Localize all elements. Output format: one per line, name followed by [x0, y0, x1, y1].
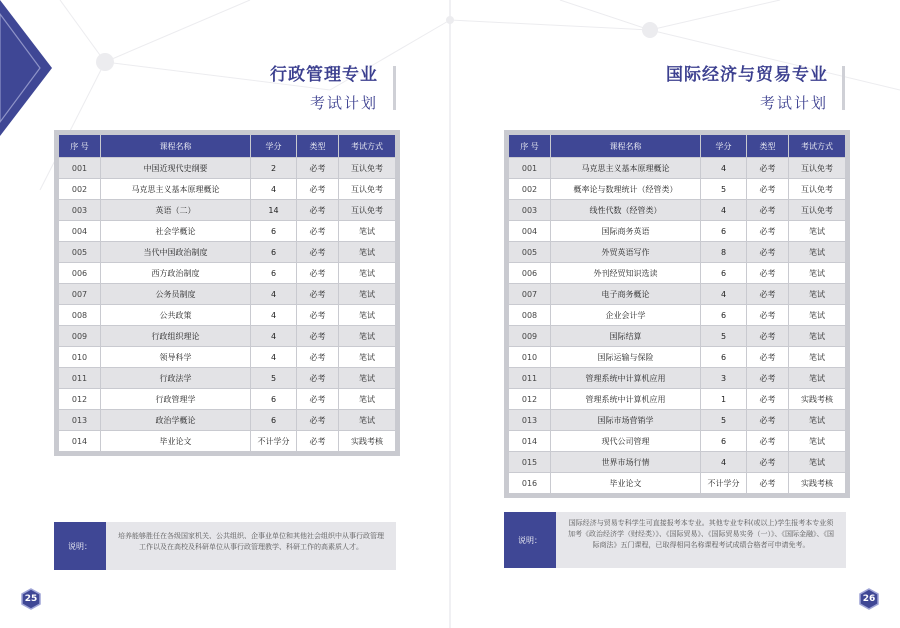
course-number: 004	[509, 221, 551, 242]
corner-triangle	[0, 0, 52, 136]
exam-method: 笔试	[789, 431, 846, 452]
exam-method: 笔试	[789, 410, 846, 431]
course-credit: 4	[701, 158, 747, 179]
course-number: 006	[509, 263, 551, 284]
course-type: 必考	[297, 200, 339, 221]
course-number: 008	[509, 305, 551, 326]
left-note-label: 说明：	[54, 522, 106, 570]
right-title-bar	[842, 66, 845, 110]
exam-method: 笔试	[789, 347, 846, 368]
course-name: 当代中国政治制度	[101, 242, 251, 263]
course-name: 线性代数（经管类）	[551, 200, 701, 221]
left-exam-table	[58, 134, 396, 452]
course-name: 毕业论文	[101, 431, 251, 452]
table-row	[59, 221, 396, 242]
course-type: 必考	[297, 389, 339, 410]
course-number: 002	[509, 179, 551, 200]
course-type: 必考	[747, 326, 789, 347]
course-number: 004	[59, 221, 101, 242]
table-row	[509, 179, 846, 200]
course-number: 003	[509, 200, 551, 221]
course-credit: 6	[701, 347, 747, 368]
course-name: 行政组织理论	[101, 326, 251, 347]
course-name: 政治学概论	[101, 410, 251, 431]
exam-method: 笔试	[789, 326, 846, 347]
course-name: 领导科学	[101, 347, 251, 368]
course-name: 概率论与数理统计（经管类）	[551, 179, 701, 200]
left-title-main: 行政管理专业	[270, 65, 378, 85]
table-row	[509, 347, 846, 368]
course-type: 必考	[747, 452, 789, 473]
course-credit: 3	[701, 368, 747, 389]
course-credit: 2	[251, 158, 297, 179]
course-type: 必考	[297, 179, 339, 200]
course-number: 001	[509, 158, 551, 179]
course-number: 014	[59, 431, 101, 452]
course-credit: 6	[251, 263, 297, 284]
table-row	[59, 284, 396, 305]
course-credit: 6	[251, 389, 297, 410]
course-name: 西方政治制度	[101, 263, 251, 284]
table-row	[59, 431, 396, 452]
exam-method: 互认免考	[339, 179, 396, 200]
column-header: 序 号	[59, 135, 101, 158]
course-number: 012	[509, 389, 551, 410]
course-number: 005	[509, 242, 551, 263]
course-type: 必考	[297, 242, 339, 263]
course-name: 马克思主义基本原理概论	[551, 158, 701, 179]
table-row	[509, 305, 846, 326]
course-name: 国际市场营销学	[551, 410, 701, 431]
course-name: 行政管理学	[101, 389, 251, 410]
table-row	[59, 368, 396, 389]
course-type: 必考	[747, 221, 789, 242]
exam-method: 笔试	[339, 368, 396, 389]
course-type: 必考	[297, 305, 339, 326]
left-title	[270, 64, 378, 114]
course-credit: 4	[251, 347, 297, 368]
course-name: 中国近现代史纲要	[101, 158, 251, 179]
course-number: 015	[509, 452, 551, 473]
column-header: 学分	[251, 135, 297, 158]
right-title-main: 国际经济与贸易专业	[666, 65, 828, 85]
course-name: 国际运输与保险	[551, 347, 701, 368]
course-name: 外贸英语写作	[551, 242, 701, 263]
course-number: 013	[59, 410, 101, 431]
course-number: 003	[59, 200, 101, 221]
course-credit: 4	[251, 305, 297, 326]
column-header: 类型	[747, 135, 789, 158]
course-number: 008	[59, 305, 101, 326]
left-title-bar	[393, 66, 396, 110]
course-number: 001	[59, 158, 101, 179]
course-credit: 不计学分	[701, 473, 747, 494]
course-number: 006	[59, 263, 101, 284]
course-name: 国际商务英语	[551, 221, 701, 242]
table-row	[59, 242, 396, 263]
course-type: 必考	[747, 347, 789, 368]
exam-method: 笔试	[339, 347, 396, 368]
left-note	[54, 522, 396, 570]
course-credit: 5	[701, 410, 747, 431]
course-credit: 不计学分	[251, 431, 297, 452]
table-row	[509, 368, 846, 389]
course-type: 必考	[747, 284, 789, 305]
exam-method: 笔试	[339, 284, 396, 305]
exam-method: 互认免考	[789, 200, 846, 221]
course-credit: 4	[701, 452, 747, 473]
course-number: 011	[59, 368, 101, 389]
course-type: 必考	[747, 263, 789, 284]
left-note-text: 培养能够胜任在各级国家机关、公共组织、企事业单位和其他社会组织中从事行政管理工作以及在高校及科研单位从事行政管理教学、科研工作的高素质人才。	[118, 532, 384, 551]
course-type: 必考	[747, 200, 789, 221]
course-type: 必考	[297, 410, 339, 431]
table-row	[509, 389, 846, 410]
course-name: 英语（二）	[101, 200, 251, 221]
course-name: 管理系统中计算机应用	[551, 389, 701, 410]
exam-method: 笔试	[339, 389, 396, 410]
course-number: 005	[59, 242, 101, 263]
course-number: 010	[59, 347, 101, 368]
table-row	[509, 452, 846, 473]
exam-method: 笔试	[789, 305, 846, 326]
course-type: 必考	[747, 158, 789, 179]
course-number: 011	[509, 368, 551, 389]
course-name: 国际结算	[551, 326, 701, 347]
course-number: 009	[59, 326, 101, 347]
table-row	[59, 158, 396, 179]
column-header: 考试方式	[339, 135, 396, 158]
table-row	[509, 284, 846, 305]
exam-method: 互认免考	[789, 158, 846, 179]
column-header: 课程名称	[101, 135, 251, 158]
course-credit: 4	[701, 284, 747, 305]
course-credit: 6	[251, 242, 297, 263]
column-header: 学分	[701, 135, 747, 158]
exam-method: 笔试	[339, 326, 396, 347]
exam-method: 笔试	[339, 410, 396, 431]
exam-method: 互认免考	[339, 200, 396, 221]
exam-method: 实践考核	[789, 473, 846, 494]
table-row	[59, 410, 396, 431]
course-credit: 5	[701, 179, 747, 200]
course-name: 现代公司管理	[551, 431, 701, 452]
table-row	[509, 410, 846, 431]
course-name: 马克思主义基本原理概论	[101, 179, 251, 200]
course-credit: 8	[701, 242, 747, 263]
course-number: 012	[59, 389, 101, 410]
course-number: 002	[59, 179, 101, 200]
right-note-label: 说明：	[504, 512, 556, 568]
course-credit: 4	[251, 179, 297, 200]
course-type: 必考	[747, 179, 789, 200]
course-number: 014	[509, 431, 551, 452]
course-credit: 6	[251, 410, 297, 431]
course-name: 企业会计学	[551, 305, 701, 326]
column-header: 类型	[297, 135, 339, 158]
course-name: 外刊经贸知识选读	[551, 263, 701, 284]
deco-dot	[642, 22, 658, 38]
exam-method: 笔试	[789, 368, 846, 389]
exam-method: 笔试	[339, 305, 396, 326]
course-credit: 6	[701, 305, 747, 326]
table-row	[509, 158, 846, 179]
course-credit: 6	[251, 221, 297, 242]
course-type: 必考	[297, 431, 339, 452]
course-credit: 4	[251, 284, 297, 305]
exam-method: 实践考核	[789, 389, 846, 410]
course-credit: 6	[701, 431, 747, 452]
course-type: 必考	[747, 431, 789, 452]
course-credit: 4	[701, 200, 747, 221]
table-row	[509, 431, 846, 452]
course-number: 007	[59, 284, 101, 305]
course-credit: 14	[251, 200, 297, 221]
corner-triangle-outline	[0, 14, 40, 122]
exam-method: 笔试	[339, 242, 396, 263]
course-type: 必考	[747, 389, 789, 410]
left-page-number-text: 25	[24, 594, 38, 604]
exam-method: 互认免考	[339, 158, 396, 179]
table-row	[509, 221, 846, 242]
course-type: 必考	[747, 410, 789, 431]
left-page-number	[20, 588, 42, 610]
exam-method: 笔试	[789, 284, 846, 305]
table-row	[59, 305, 396, 326]
course-number: 007	[509, 284, 551, 305]
course-credit: 5	[701, 326, 747, 347]
table-row	[59, 326, 396, 347]
course-type: 必考	[297, 368, 339, 389]
left-exam-table-frame	[54, 130, 400, 456]
course-credit: 5	[251, 368, 297, 389]
course-type: 必考	[747, 473, 789, 494]
course-number: 016	[509, 473, 551, 494]
course-type: 必考	[297, 284, 339, 305]
course-credit: 4	[251, 326, 297, 347]
course-type: 必考	[297, 221, 339, 242]
exam-method: 笔试	[789, 263, 846, 284]
right-exam-table-frame	[504, 130, 850, 498]
table-header-row	[59, 135, 396, 158]
course-name: 公共政策	[101, 305, 251, 326]
right-note-text: 国际经济与贸易专科学生可直接报考本专业。其他专业专科(或以上)学生报考本专业须加考《政治经济学（财经类）》、《国际贸易》、《国际贸易实务（一）》、《国际金融》、《国际商法》五门课程，已取得相同名称课程考试成绩合格者可申请免考。	[568, 519, 834, 549]
course-type: 必考	[747, 242, 789, 263]
exam-method: 笔试	[789, 221, 846, 242]
course-type: 必考	[297, 326, 339, 347]
column-header: 序 号	[509, 135, 551, 158]
course-type: 必考	[297, 347, 339, 368]
table-row	[59, 263, 396, 284]
table-row	[59, 347, 396, 368]
exam-method: 笔试	[789, 452, 846, 473]
table-row	[509, 200, 846, 221]
right-title	[666, 64, 828, 114]
table-row	[509, 326, 846, 347]
course-type: 必考	[297, 263, 339, 284]
course-credit: 6	[701, 221, 747, 242]
table-row	[509, 263, 846, 284]
course-name: 行政法学	[101, 368, 251, 389]
exam-method: 笔试	[339, 221, 396, 242]
right-page-number-text: 26	[862, 594, 876, 604]
column-header: 课程名称	[551, 135, 701, 158]
table-row	[59, 200, 396, 221]
course-name: 世界市场行情	[551, 452, 701, 473]
course-name: 电子商务概论	[551, 284, 701, 305]
right-title-sub: 考试计划	[759, 94, 828, 112]
column-header: 考试方式	[789, 135, 846, 158]
course-type: 必考	[747, 305, 789, 326]
course-type: 必考	[747, 368, 789, 389]
course-credit: 1	[701, 389, 747, 410]
course-credit: 6	[701, 263, 747, 284]
table-row	[509, 473, 846, 494]
course-number: 009	[509, 326, 551, 347]
left-title-sub: 考试计划	[309, 94, 378, 112]
table-header-row	[509, 135, 846, 158]
exam-method: 实践考核	[339, 431, 396, 452]
deco-dot	[96, 53, 114, 71]
table-row	[509, 242, 846, 263]
course-name: 毕业论文	[551, 473, 701, 494]
exam-method: 互认免考	[789, 179, 846, 200]
course-name: 公务员制度	[101, 284, 251, 305]
course-number: 013	[509, 410, 551, 431]
course-type: 必考	[297, 158, 339, 179]
course-name: 社会学概论	[101, 221, 251, 242]
course-number: 010	[509, 347, 551, 368]
right-exam-table	[508, 134, 846, 494]
exam-method: 笔试	[339, 263, 396, 284]
right-page-number	[858, 588, 880, 610]
table-row	[59, 179, 396, 200]
exam-method: 笔试	[789, 242, 846, 263]
course-name: 管理系统中计算机应用	[551, 368, 701, 389]
right-note	[504, 512, 846, 568]
table-row	[59, 389, 396, 410]
page-spine	[449, 0, 451, 628]
